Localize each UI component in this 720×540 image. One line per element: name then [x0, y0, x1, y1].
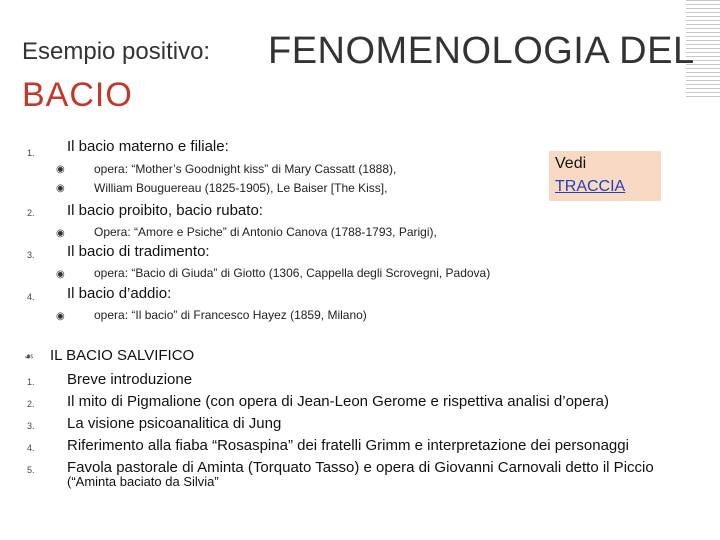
callout-label: Vedi — [555, 155, 587, 172]
item-number: 5. — [27, 465, 35, 475]
list-item: Riferimento alla fiaba “Rosaspina” dei fratelli Grimm e interpretazione dei personaggi — [67, 437, 629, 454]
item-number: 3. — [27, 421, 35, 431]
section-number: 1. — [27, 148, 35, 158]
section-heading: Il bacio materno e filiale: — [67, 138, 229, 155]
list-item: Favola pastorale di Aminta (Torquato Tasso) e opera di Giovanni Carnovali detto il Piccio — [67, 459, 654, 476]
bullet-icon: ◉ — [56, 269, 65, 280]
list-item: opera: “Bacio di Giuda” di Giotto (1306, Cappella degli Scrovegni, Padova) — [94, 266, 491, 280]
list-item: William Bouguereau (1825-1905), Le Baiser [The Kiss], — [94, 181, 388, 195]
section-number: 4. — [27, 292, 35, 302]
item-number: 2. — [27, 399, 35, 409]
list-item: opera: “Mother’s Goodnight kiss” di Mary Cassatt (1888), — [94, 162, 397, 176]
section-heading: IL BACIO SALVIFICO — [50, 347, 195, 364]
section-number: 2. — [27, 208, 35, 218]
list-item: Il mito di Pigmalione (con opera di Jean-Leon Gerome e rispettiva analisi d’opera) — [67, 393, 609, 410]
section-heading: Il bacio proibito, bacio rubato: — [67, 202, 263, 219]
list-item: Opera: “Amore e Psiche” di Antonio Canova (1788-1793, Parigi), — [94, 225, 437, 239]
list-item: opera: “Il bacio” di Francesco Hayez (1859, Milano) — [94, 308, 367, 322]
item-number: 1. — [27, 377, 35, 387]
callout-link[interactable]: TRACCIA — [555, 178, 626, 195]
title-prefix: Esempio positivo: — [22, 38, 211, 65]
section-heading: Il bacio d’addio: — [67, 285, 172, 302]
bullet-icon: ◉ — [56, 183, 65, 194]
fleuron-bullet-icon: ☙ — [24, 351, 34, 363]
bullet-icon: ◉ — [56, 164, 65, 175]
list-item: Breve introduzione — [67, 371, 193, 388]
item-number: 4. — [27, 443, 35, 453]
page-title: FENOMENOLOGIA DEL — [268, 30, 695, 72]
callout-box — [549, 151, 661, 201]
bullet-icon: ◉ — [56, 311, 65, 322]
page-title-line2: BACIO — [22, 76, 133, 114]
bullet-icon: ◉ — [56, 228, 65, 239]
section-number: 3. — [27, 250, 35, 260]
list-item: La visione psicoanalitica di Jung — [67, 415, 282, 432]
section-heading: Il bacio di tradimento: — [67, 243, 210, 260]
list-item-continuation: (“Aminta baciato da Silvia” — [67, 474, 219, 489]
